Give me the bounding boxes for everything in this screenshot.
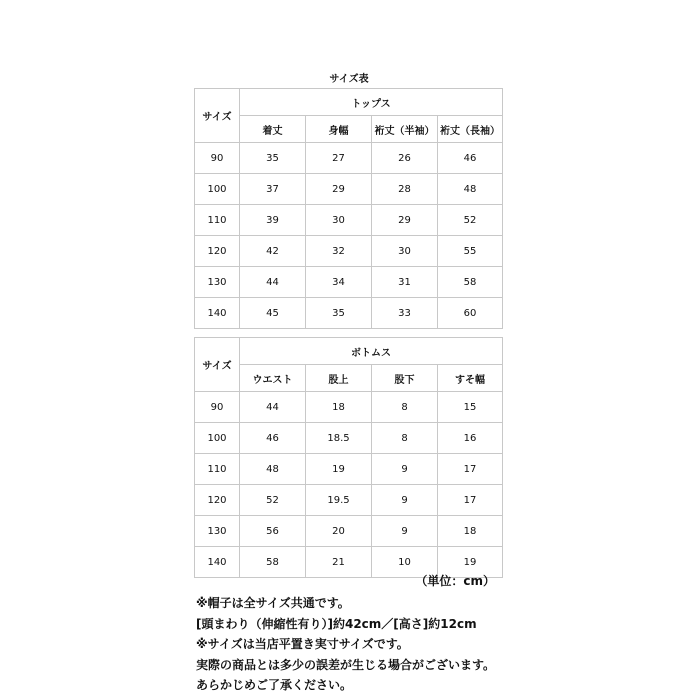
value-cell: 9 [372,516,438,547]
value-cell: 15 [438,392,503,423]
size-cell: 120 [195,485,240,516]
value-cell: 34 [306,267,372,298]
size-chart-title: サイズ表 [329,74,369,85]
value-cell: 58 [240,547,306,578]
value-cell: 37 [240,174,306,205]
size-cell: 110 [195,205,240,236]
value-cell: 8 [372,423,438,454]
value-cell: 18 [438,516,503,547]
size-cell: 130 [195,267,240,298]
bottoms-size-table [194,337,503,578]
value-cell: 21 [306,547,372,578]
size-cell: 90 [195,143,240,174]
bottoms-group-header: ボトムス [240,338,503,365]
value-cell: 30 [306,205,372,236]
table-row [195,392,503,423]
size-cell: 140 [195,298,240,329]
table-row [195,485,503,516]
value-cell: 18.5 [306,423,372,454]
value-cell: 46 [438,143,503,174]
tops-size-table [194,88,503,329]
table-row [195,236,503,267]
note-line: [頭まわり（伸縮性有り）]約42cm／[高さ]約12cm [196,616,477,631]
value-cell: 27 [306,143,372,174]
value-cell: 20 [306,516,372,547]
value-cell: 35 [306,298,372,329]
value-cell: 46 [240,423,306,454]
value-cell: 32 [306,236,372,267]
column-header: 股上 [306,365,372,392]
table-row [195,205,503,236]
value-cell: 55 [438,236,503,267]
column-header: 股下 [372,365,438,392]
note-line: あらかじめご了承ください。 [196,678,353,692]
size-cell: 130 [195,516,240,547]
value-cell: 35 [240,143,306,174]
value-cell: 48 [240,454,306,485]
size-header: サイズ [195,338,240,392]
note-line: ※サイズは当店平置き実寸サイズです。 [196,637,409,651]
tops-group-header: トップス [240,89,503,116]
notes [196,593,495,696]
value-cell: 39 [240,205,306,236]
column-header: ウエスト [240,365,306,392]
value-cell: 31 [372,267,438,298]
value-cell: 33 [372,298,438,329]
value-cell: 17 [438,485,503,516]
table-row [195,298,503,329]
value-cell: 42 [240,236,306,267]
value-cell: 10 [372,547,438,578]
value-cell: 19 [438,547,503,578]
size-cell: 100 [195,174,240,205]
value-cell: 19.5 [306,485,372,516]
value-cell: 9 [372,485,438,516]
value-cell: 9 [372,454,438,485]
size-cell: 110 [195,454,240,485]
unit-label: （単位：cm） [415,574,495,588]
value-cell: 52 [240,485,306,516]
table-row [195,143,503,174]
table-row [195,454,503,485]
value-cell: 29 [372,205,438,236]
value-cell: 30 [372,236,438,267]
table-row [195,174,503,205]
column-header: 裄丈（長袖） [438,116,503,143]
size-cell: 90 [195,392,240,423]
value-cell: 58 [438,267,503,298]
value-cell: 19 [306,454,372,485]
value-cell: 60 [438,298,503,329]
value-cell: 45 [240,298,306,329]
column-header: すそ幅 [438,365,503,392]
value-cell: 26 [372,143,438,174]
value-cell: 16 [438,423,503,454]
size-cell: 120 [195,236,240,267]
size-header: サイズ [195,89,240,143]
size-cell: 100 [195,423,240,454]
value-cell: 44 [240,392,306,423]
value-cell: 48 [438,174,503,205]
value-cell: 29 [306,174,372,205]
size-cell: 140 [195,547,240,578]
value-cell: 52 [438,205,503,236]
table-row [195,267,503,298]
column-header: 着丈 [240,116,306,143]
column-header: 裄丈（半袖） [372,116,438,143]
value-cell: 56 [240,516,306,547]
note-line: ※帽子は全サイズ共通です。 [196,596,350,610]
table-row [195,516,503,547]
column-header: 身幅 [306,116,372,143]
value-cell: 18 [306,392,372,423]
value-cell: 17 [438,454,503,485]
value-cell: 8 [372,392,438,423]
table-row [195,423,503,454]
value-cell: 28 [372,174,438,205]
value-cell: 44 [240,267,306,298]
note-line: 実際の商品とは多少の誤差が生じる場合がございます。 [196,657,496,672]
